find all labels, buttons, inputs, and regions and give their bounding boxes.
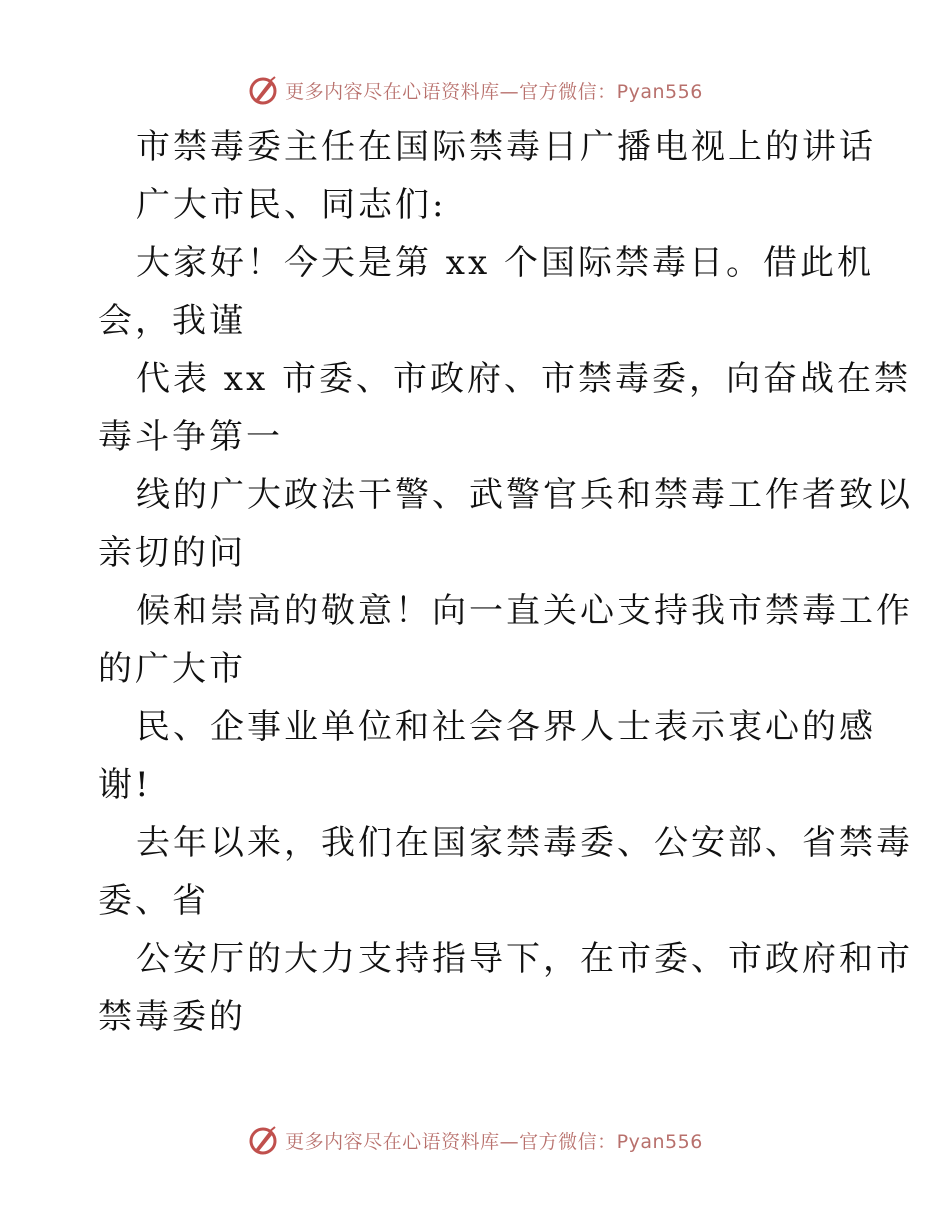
document-body — [98, 118, 913, 1046]
quill-circle-icon — [247, 1124, 279, 1156]
text-line: 广大市民、同志们: — [136, 185, 447, 225]
text-line: 大家好！今天是第 xx 个国际禁毒日。借此机 — [136, 243, 874, 283]
text-line: 线的广大政法干警、武警官兵和禁毒工作者致以 — [136, 475, 913, 515]
text-line: 候和崇高的敬意！向一直关心支持我市禁毒工作 — [136, 591, 913, 631]
text-line: 毒斗争第一 — [98, 417, 283, 457]
document-title: 市禁毒委主任在国际禁毒日广播电视上的讲话 — [136, 127, 876, 167]
text-line: 的广大市 — [98, 649, 246, 689]
text-line: 去年以来，我们在国家禁毒委、公安部、省禁毒 — [136, 823, 913, 863]
text-line: 民、企事业单位和社会各界人士表示衷心的感 — [136, 707, 876, 747]
footer-banner — [0, 1120, 950, 1160]
footer-banner-text: 更多内容尽在心语资料库—官方微信：Pyan556 — [285, 1130, 703, 1153]
header-banner — [0, 70, 950, 110]
header-banner-text: 更多内容尽在心语资料库—官方微信：Pyan556 — [285, 80, 703, 103]
text-line: 亲切的问 — [98, 533, 246, 573]
quill-circle-icon — [247, 74, 279, 106]
text-line: 会，我谨 — [98, 301, 246, 341]
text-line: 委、省 — [98, 881, 209, 921]
text-line: 禁毒委的 — [98, 997, 246, 1037]
text-line: 代表 xx 市委、市政府、市禁毒委，向奋战在禁 — [136, 359, 911, 399]
text-line: 谢! — [98, 765, 152, 805]
text-line: 公安厅的大力支持指导下，在市委、市政府和市 — [136, 939, 913, 979]
